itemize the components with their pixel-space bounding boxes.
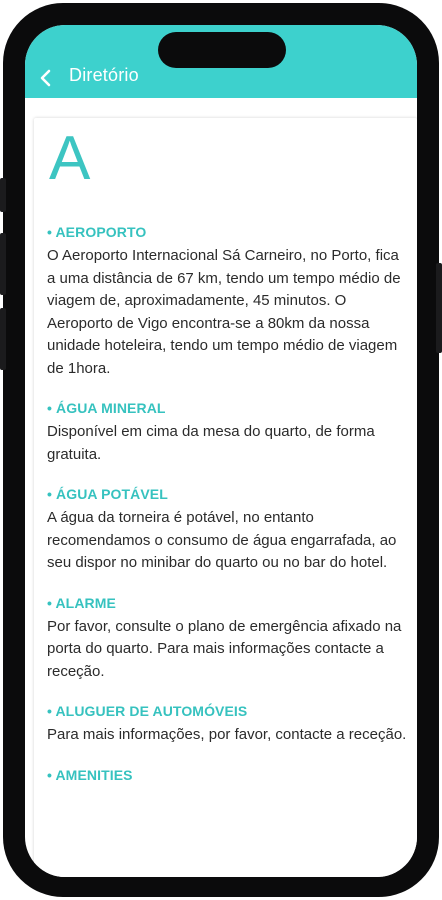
directory-entry (47, 486, 407, 575)
entry-title: • ALARME (47, 594, 116, 611)
directory-entry (47, 400, 407, 466)
page-title: Diretório (69, 65, 139, 85)
entry-title: • AMENITIES (47, 766, 133, 783)
directory-entry (47, 224, 407, 380)
back-button[interactable] (33, 64, 61, 92)
entry-title: • ÁGUA POTÁVEL (47, 486, 168, 502)
camera-notch (158, 32, 286, 68)
entry-text: A água da torneira é potável, no entanto recomendamos o consumo de água engarrafada, ao seu dispor no minibar do quarto ou no bar do hotel. (47, 509, 397, 571)
directory-entry (47, 703, 407, 747)
directory-entry (47, 595, 407, 684)
side-button (0, 308, 6, 370)
directory-content[interactable] (34, 118, 417, 877)
entry-text: Por favor, consulte o plano de emergência afixado na porta do quarto. Para mais informações contacte a receção. (47, 617, 402, 680)
entry-text: Para mais informações, por favor, contacte a receção. (47, 726, 407, 743)
side-button (436, 263, 442, 353)
directory-entry (47, 767, 407, 783)
entry-title: • ÁGUA MINERAL (47, 400, 166, 416)
phone-screen (25, 25, 417, 877)
section-list (47, 224, 407, 803)
side-button (0, 233, 6, 295)
entry-title: • AEROPORTO (47, 224, 147, 240)
entry-text: O Aeroporto Internacional Sá Carneiro, no Porto, fica a uma distância de 67 km, tendo um tempo médio de viagem de, aproximadamente, 45 minutos. O Aeroporto de Vigo encontra-se a 80km da nossa unidade hoteleira, tendo um tempo médio de viagem de 1hora. (47, 247, 401, 377)
side-button (0, 178, 6, 212)
section-letter: A (49, 124, 91, 193)
entry-title: • ALUGUER DE AUTOMÓVEIS (47, 703, 248, 719)
chevron-left-icon (33, 64, 61, 92)
entry-text: Disponível em cima da mesa do quarto, de forma gratuita. (47, 423, 375, 463)
